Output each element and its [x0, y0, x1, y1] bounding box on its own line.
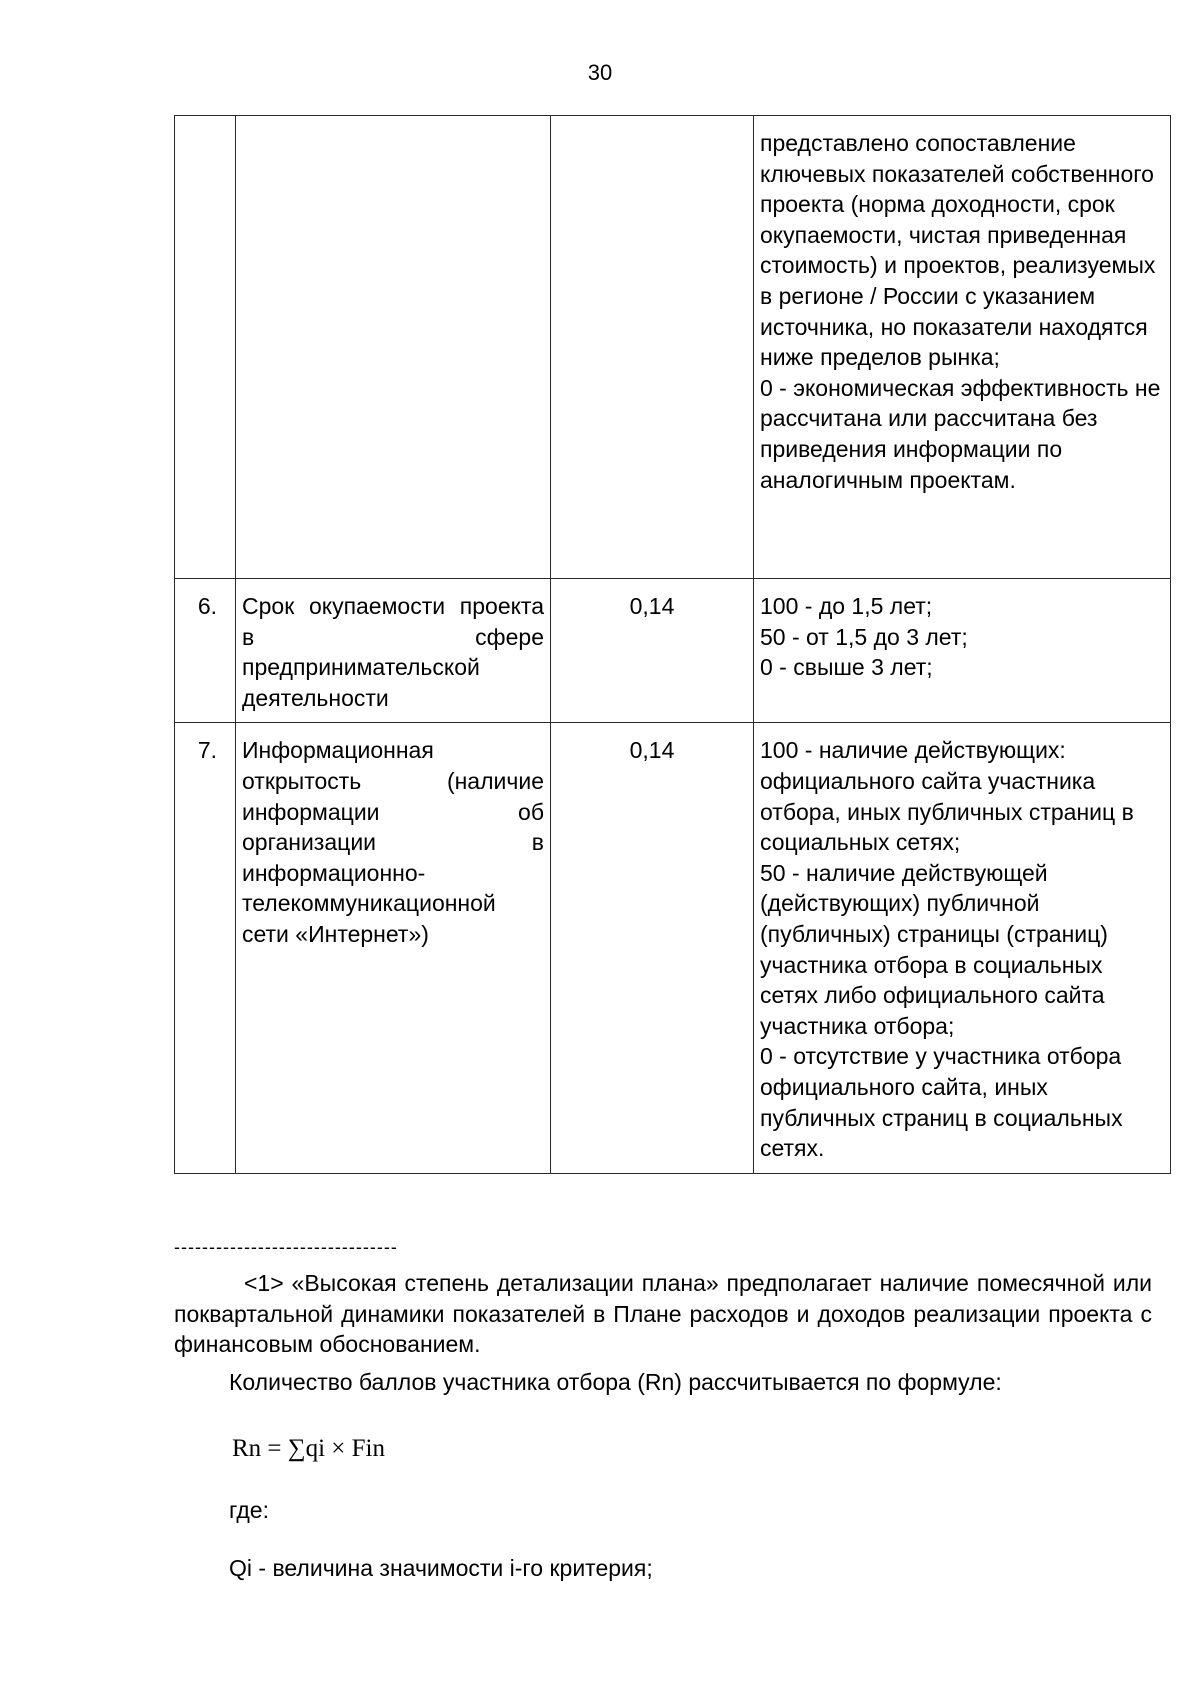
- criterion-scores: [754, 116, 1171, 579]
- formula-intro: Количество баллов участника отбора (Rn) рассчитывается по формуле:: [229, 1369, 1002, 1395]
- score-line: 0 - отсутствие у участника отбора официального сайта, иных публичных страниц в социальных сетях.: [760, 1043, 1123, 1162]
- criterion-name: Информационная открытость (наличие информации об организации в информационно-телекоммуникационной сети «Интернет»): [236, 723, 551, 1173]
- definition-qi: Qi - величина значимости i-го критерия;: [229, 1555, 653, 1581]
- score-line: 100 - до 1,5 лет;: [760, 593, 933, 619]
- row-number: 7.: [175, 723, 236, 1173]
- criterion-name: Срок окупаемости проекта в сфере предпринимательской деятельности: [236, 579, 551, 723]
- footnote-separator: --------------------------------: [174, 1237, 398, 1257]
- criteria-table: [174, 115, 1171, 1174]
- formula: Rn = ∑qi × Fin: [232, 1435, 385, 1462]
- row-number: [175, 116, 236, 579]
- score-line: 50 - от 1,5 до 3 лет;: [760, 623, 968, 650]
- score-line: 100 - наличие действующих: официального сайта участника отбора, иных публичных страниц в социальных сетях;: [760, 737, 1134, 856]
- criterion-name: [236, 116, 551, 579]
- criterion-weight: 0,14: [551, 579, 754, 723]
- page-number: 30: [587, 60, 613, 85]
- table-row: [175, 579, 1171, 723]
- table-row: [175, 723, 1171, 1173]
- criterion-scores: [754, 723, 1171, 1173]
- criterion-weight: [551, 116, 754, 579]
- footnote: <1> «Высокая степень детализации плана» предполагает наличие помесячной или поквартальной динамики показателей в Плане расходов и доходов реализации проекта с финансовым обоснованием.: [174, 1270, 1152, 1357]
- score-line: представлено сопоставление ключевых показателей собственного проекта (норма доходности, срок окупаемости, чистая приведенная стоимость) и проектов, реализуемых в регионе / России с указанием источника, но показатели находятся ниже пределов рынка;: [760, 130, 1156, 371]
- table-row: [175, 116, 1171, 579]
- criterion-scores: [754, 579, 1171, 723]
- score-line: 0 - свыше 3 лет;: [760, 654, 933, 681]
- where-label: где:: [229, 1497, 269, 1523]
- criterion-weight: 0,14: [551, 723, 754, 1173]
- row-number: 6.: [175, 579, 236, 723]
- score-line: 0 - экономическая эффективность не рассчитана или рассчитана без приведения информации по аналогичным проектам.: [760, 374, 1161, 493]
- score-line: 50 - наличие действующей (действующих) публичной (публичных) страницы (страниц) участника отбора в социальных сетях либо официального сайта участника отбора;: [760, 859, 1108, 1039]
